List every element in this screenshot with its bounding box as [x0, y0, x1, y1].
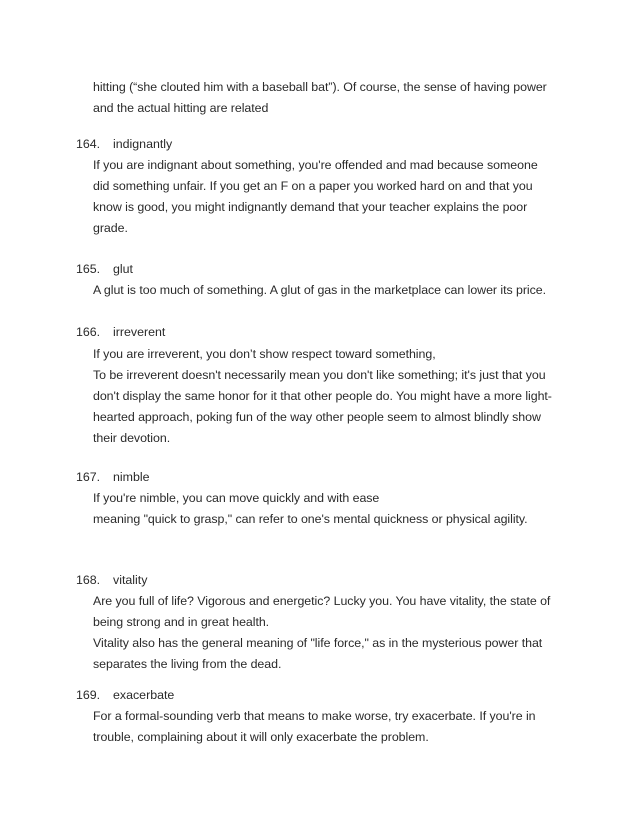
- entry-heading: [76, 685, 174, 706]
- text-line: and the actual hitting are related: [93, 101, 269, 115]
- text-line: being strong and in great health.: [93, 615, 270, 629]
- text-line: meaning "quick to grasp," can refer to one's mental quickness or physical agility.: [93, 512, 528, 526]
- entry-heading: [76, 322, 165, 343]
- entry-word: irreverent: [113, 325, 166, 339]
- text-line: trouble, complaining about it will only exacerbate the problem.: [93, 730, 429, 744]
- text-line: If you are irreverent, you don’t show respect toward something,: [93, 347, 436, 361]
- entry-word: indignantly: [113, 137, 173, 151]
- entry-number: 169.: [76, 688, 101, 702]
- entry-word: exacerbate: [113, 688, 175, 702]
- text-line: did something unfair. If you get an F on a paper you worked hard on and that you: [93, 179, 533, 193]
- entry-number: 165.: [76, 262, 101, 276]
- text-line: hearted approach, poking fun of the way other people seem to almost blindly show: [93, 410, 541, 424]
- entry-definition: [93, 155, 613, 239]
- text-line: separates the living from the dead.: [93, 657, 282, 671]
- entry-number: 166.: [76, 325, 101, 339]
- entry-definition: [93, 488, 613, 530]
- text-line: To be irreverent doesn't necessarily mean you don't like something; it's just that you: [93, 368, 546, 382]
- entry-definition: [93, 706, 613, 748]
- intro-text: [93, 77, 613, 119]
- entry-word: vitality: [113, 573, 148, 587]
- text-line: If you are indignant about something, you're offended and mad because someone: [93, 158, 538, 172]
- entry-word: glut: [113, 262, 133, 276]
- entry-number: 167.: [76, 470, 101, 484]
- entry-heading: [76, 467, 150, 488]
- entry-word: nimble: [113, 470, 150, 484]
- text-line: grade.: [93, 221, 128, 235]
- entry-heading: [76, 134, 172, 155]
- text-line: A glut is too much of something. A glut of gas in the marketplace can lower its price.: [93, 283, 547, 297]
- text-line: If you're nimble, you can move quickly and with ease: [93, 491, 380, 505]
- entry-heading: [76, 259, 133, 280]
- entry-definition: [93, 280, 613, 301]
- text-line: don't display the same honor for it that other people do. You might have a more light-: [93, 389, 552, 403]
- entry-definition: [93, 344, 613, 449]
- text-line: Vitality also has the general meaning of "life force," as in the mysterious power that: [93, 636, 543, 650]
- entry-number: 164.: [76, 137, 101, 151]
- text-line: their devotion.: [93, 431, 171, 445]
- entry-heading: [76, 570, 147, 591]
- entry-definition: [93, 591, 613, 675]
- entry-number: 168.: [76, 573, 101, 587]
- text-line: For a formal-sounding verb that means to make worse, try exacerbate. If you're in: [93, 709, 536, 723]
- text-line: Are you full of life? Vigorous and energetic? Lucky you. You have vitality, the state of: [93, 594, 551, 608]
- text-line: hitting (“she clouted him with a baseball bat”). Of course, the sense of having power: [93, 80, 547, 94]
- text-line: know is good, you might indignantly demand that your teacher explains the poor: [93, 200, 528, 214]
